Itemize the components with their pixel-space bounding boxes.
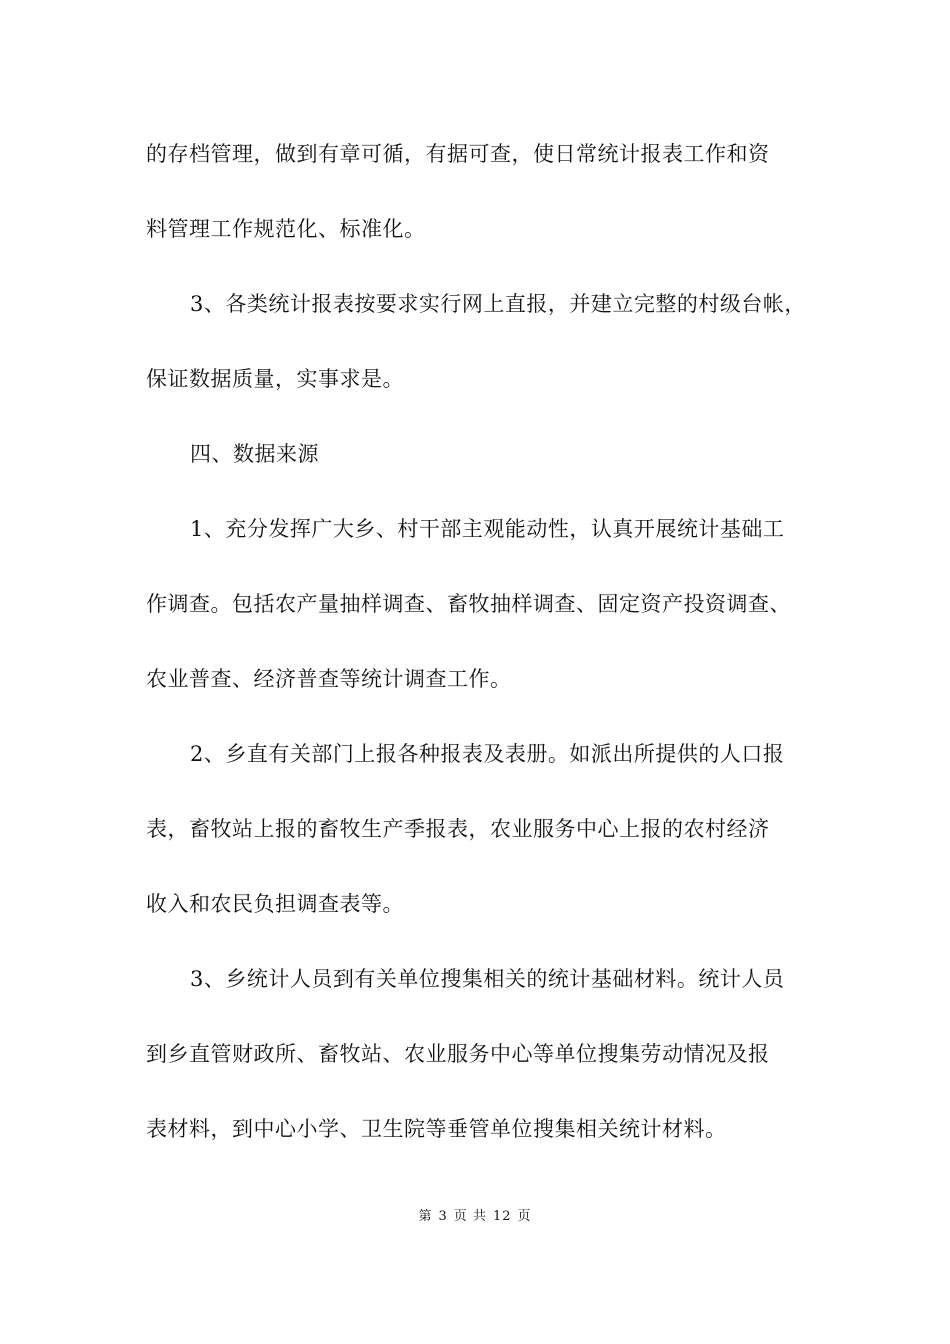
page-footer	[0, 1208, 950, 1226]
body-line-10: 表，畜牧站上报的畜牧生产季报表，农业服务中心上报的农村经济	[146, 817, 770, 841]
body-line-2: 料管理工作规范化、标准化。	[146, 217, 426, 241]
body-line-4: 保证数据质量，实事求是。	[146, 367, 404, 391]
body-line-9: 2、乡直有关部门上报各种报表及表册。如派出所提供的人口报	[190, 742, 785, 766]
body-line-13: 到乡直管财政所、畜牧站、农业服务中心等单位搜集劳动情况及报	[146, 1042, 770, 1066]
body-line-8: 农业普查、经济普查等统计调查工作。	[146, 667, 512, 691]
footer-suffix: 页	[517, 1209, 532, 1224]
body-line-14: 表材料，到中心小学、卫生院等垂管单位搜集相关统计材料。	[146, 1117, 727, 1141]
footer-page-number: 3	[438, 1209, 448, 1224]
body-line-1: 的存档管理，做到有章可循，有据可查，使日常统计报表工作和资	[146, 142, 770, 166]
body-line-11: 收入和农民负担调查表等。	[146, 892, 404, 916]
body-line-6: 1、充分发挥广大乡、村干部主观能动性，认真开展统计基础工	[190, 517, 785, 541]
section-heading: 四、数据来源	[190, 442, 319, 466]
body-line-3: 3、各类统计报表按要求实行网上直报，并建立完整的村级台帐，	[190, 292, 806, 316]
body-line-7: 作调查。包括农产量抽样调查、畜牧抽样调查、固定资产投资调查、	[146, 592, 791, 616]
footer-mid: 页 共	[453, 1209, 487, 1224]
footer-total-pages: 12	[492, 1209, 512, 1224]
body-line-12: 3、乡统计人员到有关单位搜集相关的统计基础材料。统计人员	[190, 967, 785, 991]
footer-prefix: 第	[418, 1209, 433, 1224]
